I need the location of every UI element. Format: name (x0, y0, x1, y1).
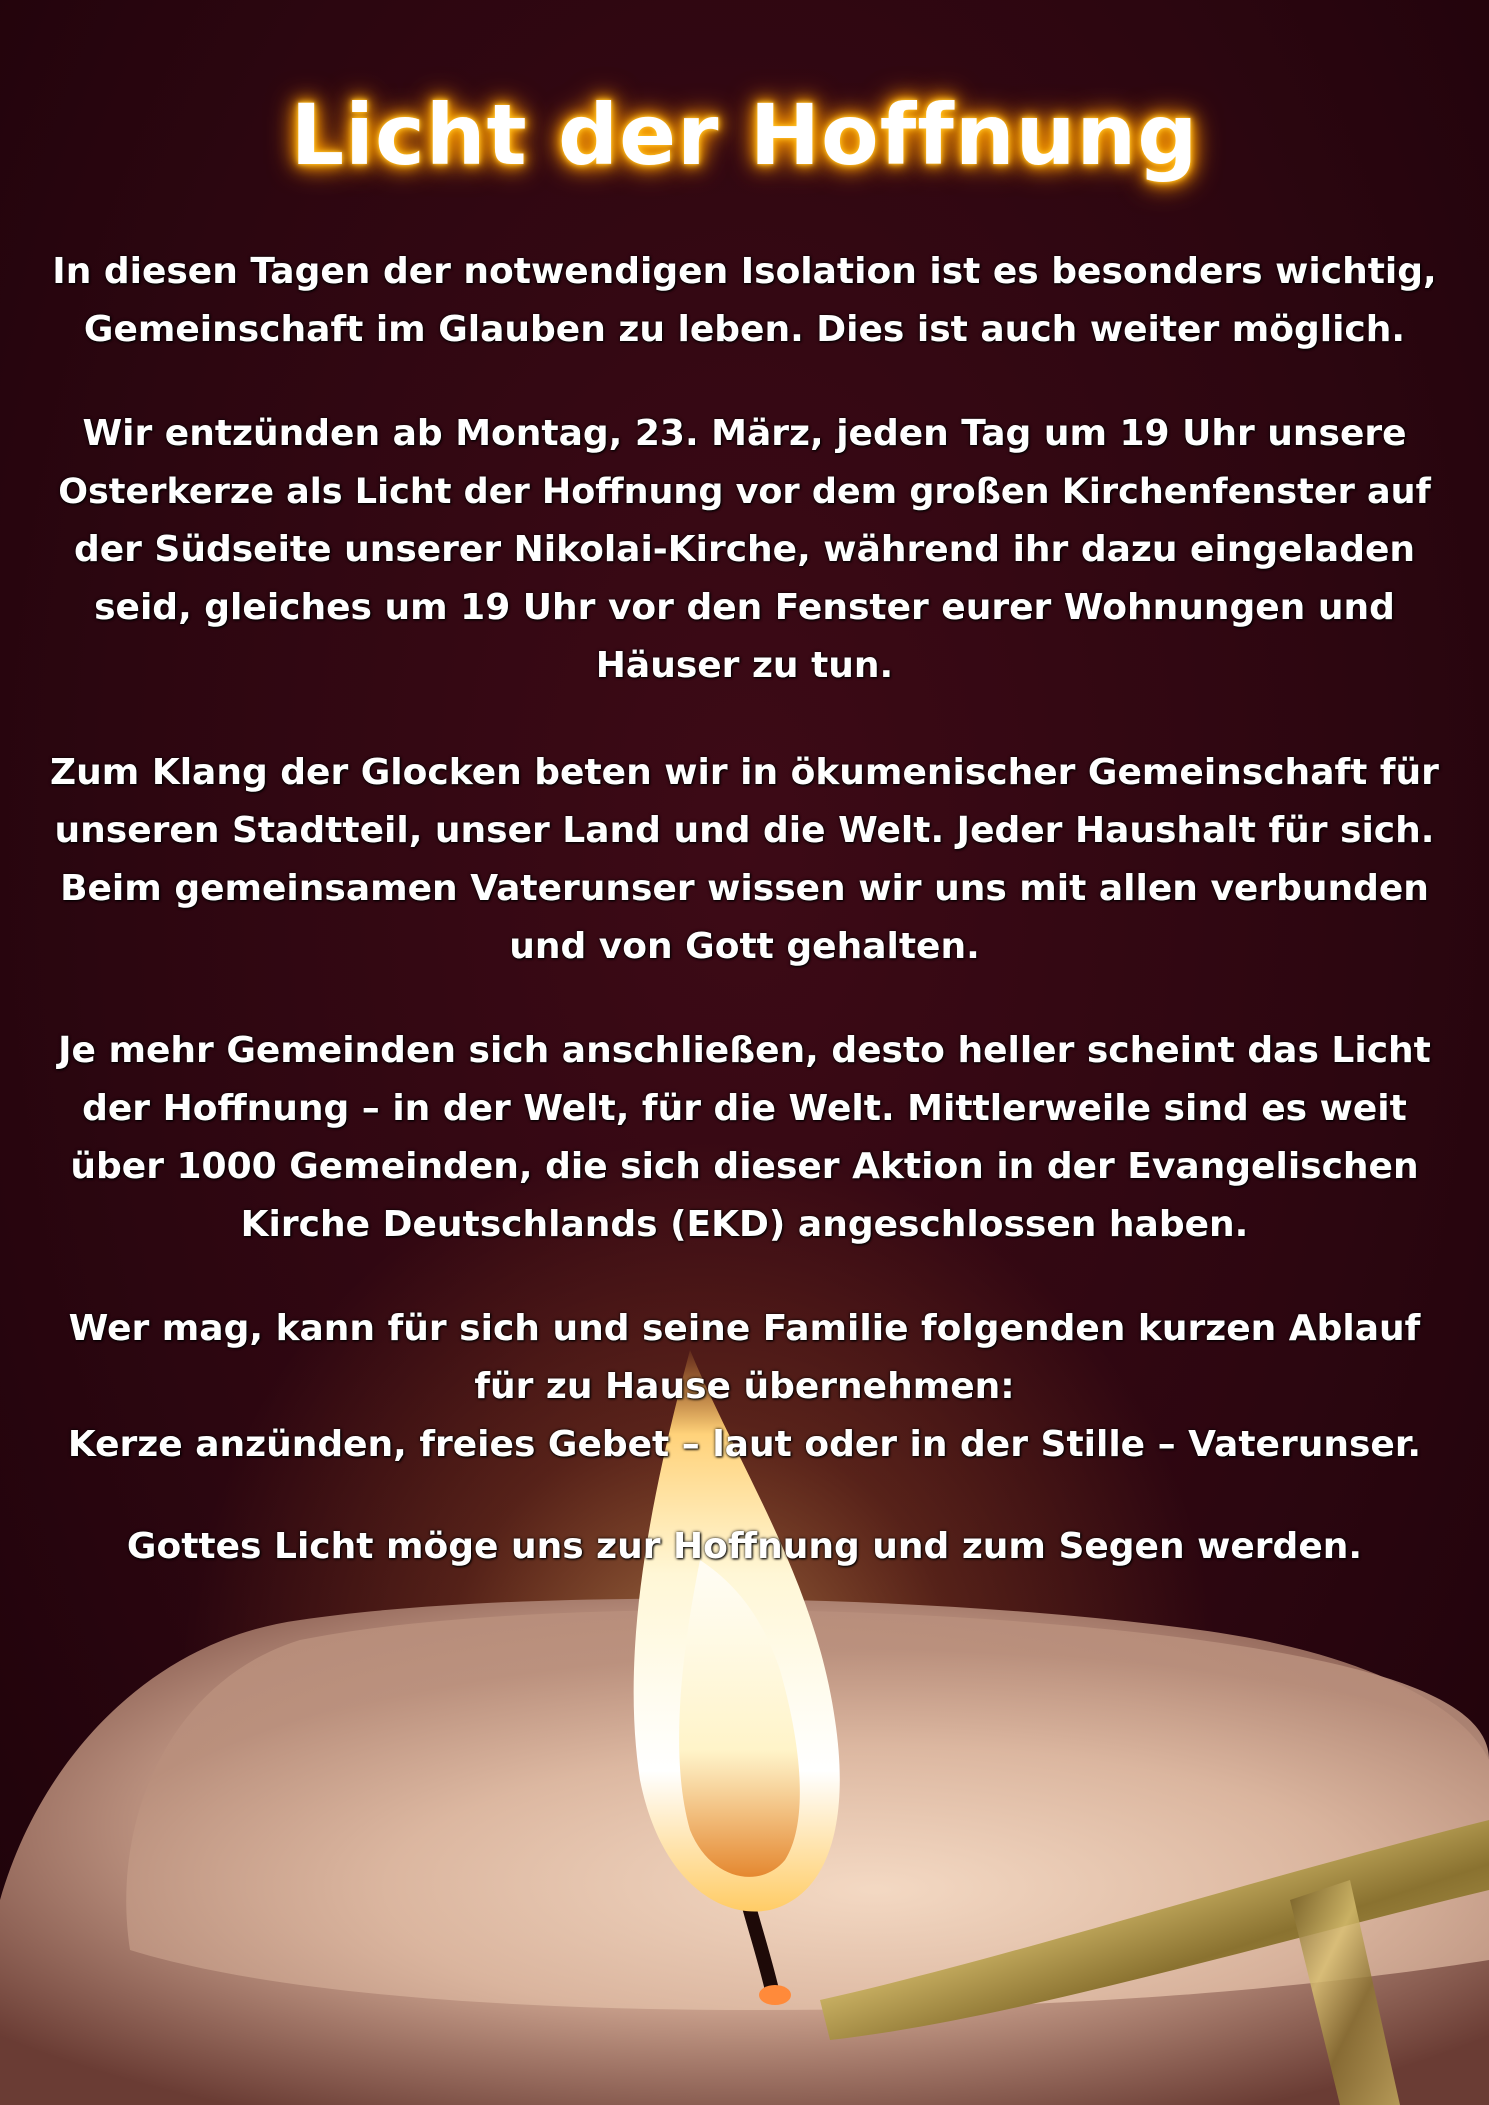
paragraph-gemeinden (40, 1022, 1449, 1254)
text-line: und von Gott gehalten. (509, 926, 980, 967)
text-line: der Südseite unserer Nikolai-Kirche, während ihr dazu eingeladen (73, 529, 1416, 570)
text-line: Osterkerze als Licht der Hoffnung vor dem großen Kirchenfenster auf (58, 472, 1431, 512)
text-line: der Hoffnung – in der Welt, für die Welt. Mittlerweile sind es weit (82, 1088, 1407, 1129)
text-line: Kerze anzünden, freies Gebet – laut oder in der Stille – Vaterunser. (67, 1424, 1422, 1465)
paragraph-ablauf (40, 1300, 1449, 1474)
text-line: für zu Hause übernehmen: (474, 1366, 1015, 1407)
text-line: Häuser zu tun. (595, 645, 894, 686)
text-line: Zum Klang der Glocken beten wir in ökumenischer Gemeinschaft für (50, 752, 1439, 793)
paragraph-intro (40, 243, 1449, 359)
text-line: Gemeinschaft im Glauben zu leben. Dies ist auch weiter möglich. (83, 309, 1406, 350)
text-line: Je mehr Gemeinden sich anschließen, desto heller scheint das Licht (58, 1030, 1431, 1071)
paragraph-glocken (40, 744, 1449, 976)
text-line: In diesen Tagen der notwendigen Isolation ist es besonders wichtig, (52, 251, 1437, 292)
text-line: Beim gemeinsamen Vaterunser wissen wir uns mit allen verbunden (60, 868, 1429, 909)
page-title: Licht der Hoffnung (290, 86, 1199, 184)
paragraph-osterkerze (40, 405, 1449, 695)
text-line: Wer mag, kann für sich und seine Familie folgenden kurzen Ablauf (68, 1308, 1421, 1349)
text-line: über 1000 Gemeinden, die sich dieser Aktion in der Evangelischen (70, 1146, 1419, 1187)
paragraph-segen (40, 1518, 1449, 1576)
text-line: Wir entzünden ab Montag, 23. März, jeden Tag um 19 Uhr unsere (82, 413, 1407, 454)
text-line: Gottes Licht möge uns zur Hoffnung und zum Segen werden. (126, 1526, 1363, 1567)
text-line: seid, gleiches um 19 Uhr vor den Fenster eurer Wohnungen und (94, 587, 1395, 628)
text-line: Kirche Deutschlands (EKD) angeschlossen haben. (240, 1204, 1249, 1245)
text-line: unseren Stadtteil, unser Land und die Welt. Jeder Haushalt für sich. (54, 810, 1435, 851)
